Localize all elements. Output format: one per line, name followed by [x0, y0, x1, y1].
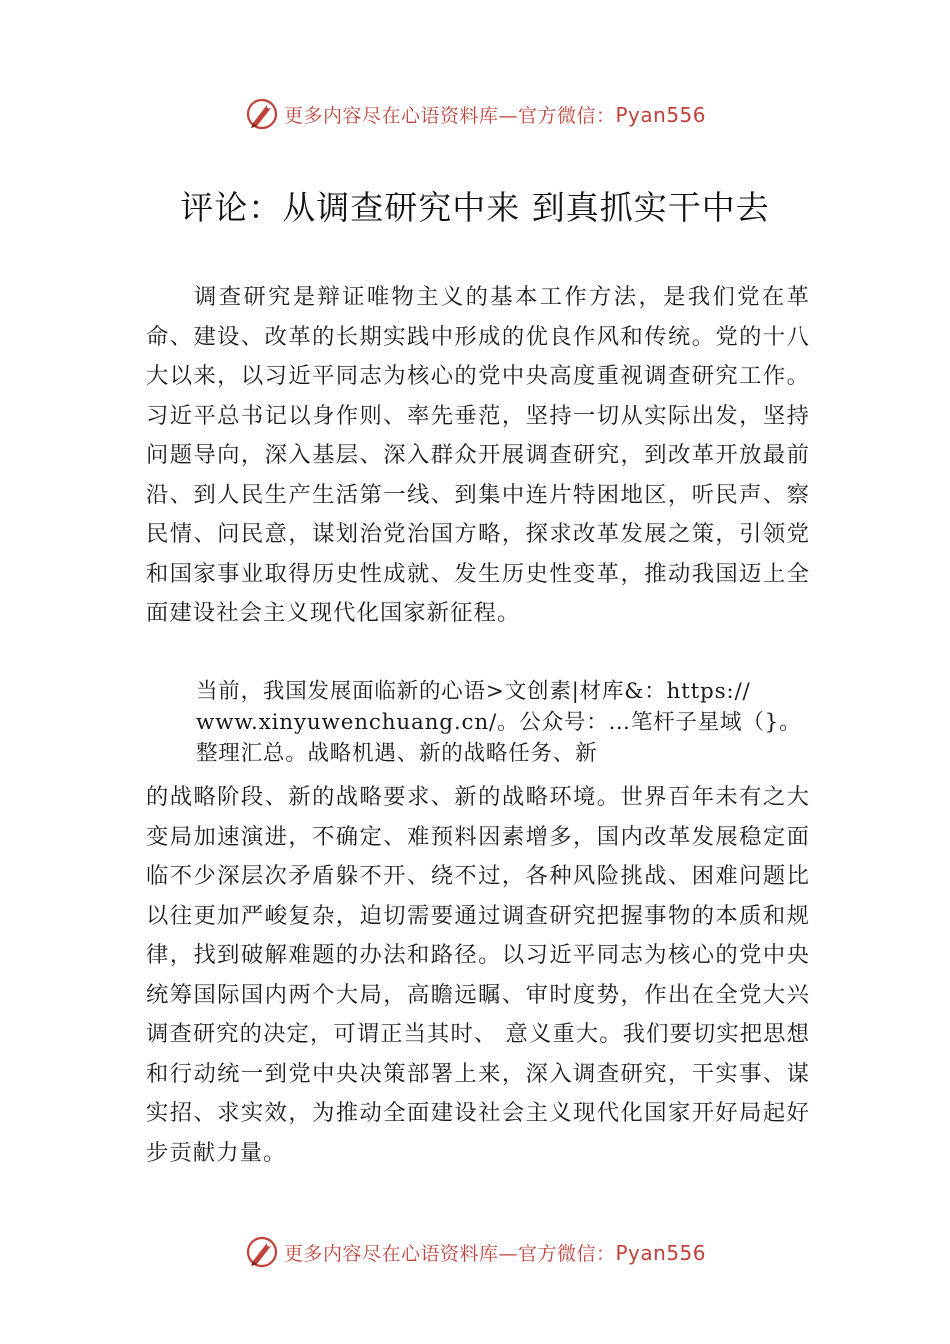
article-title: 评论：从调查研究中来 到真抓实干中去 — [180, 188, 770, 227]
banner-wechat-id: Pyan556 — [615, 102, 707, 127]
pen-logo-icon — [244, 1234, 280, 1270]
pen-logo-icon — [244, 96, 280, 132]
footer-banner — [0, 1232, 950, 1272]
banner-wechat-id: Pyan556 — [615, 1240, 707, 1265]
paragraph-2: 的战略阶段、新的战略要求、新的战略环境。世界百年未有之大变局加速演进，不确定、难预料因素增多，国内改革发展稳定面临不少深层次矛盾躲不开、绕不过，各种风险挑战、困难问题比以往更加严峻复杂，迫切需要通过调查研究把握事物的本质和规律，找到破解难题的办法和路径。以习近平同志为核心的党中央统筹国际国内两个大局，高瞻远瞩、审时度势，作出在全党大兴调查研究的决定，可谓正当其时、 意义重大。我们要切实把思想和行动统一到党中央决策部署上来，深入调查研究，干实事、谋实招、求实效，为推动全面建设社会主义现代化国家开好局起好步贡献力量。 — [146, 784, 810, 1166]
banner-text: 更多内容尽在心语资料库—官方微信： — [283, 104, 616, 127]
header-banner — [0, 94, 950, 134]
paragraph-1: 调查研究是辩证唯物主义的基本工作方法，是我们党在革命、建设、改革的长期实践中形成的优良作风和传统。党的十八大以来，以习近平同志为核心的党中央高度重视调查研究工作。习近平总书记以身作则、率先垂范，坚持一切从实际出发，坚持问题导向，深入基层、深入群众开展调查研究，到改革开放最前沿、到人民生产生活第一线、到集中连片特困地区，听民声、察民情、问民意，谋划治党治国方略，探求改革发展之策，引领党和国家事业取得历史性成就、发生历史性变革，推动我国迈上全面建设社会主义现代化国家新征程。 — [146, 284, 810, 626]
banner-text: 更多内容尽在心语资料库—官方微信： — [283, 1242, 616, 1265]
source-note: 当前，我国发展面临新的心语>文创素|材库&：https:// www.xinyuwenchuang.cn/。公众号：…笔杆子星域（}。 整理汇总。战略机遇、新的战略任务、新 — [196, 679, 802, 766]
